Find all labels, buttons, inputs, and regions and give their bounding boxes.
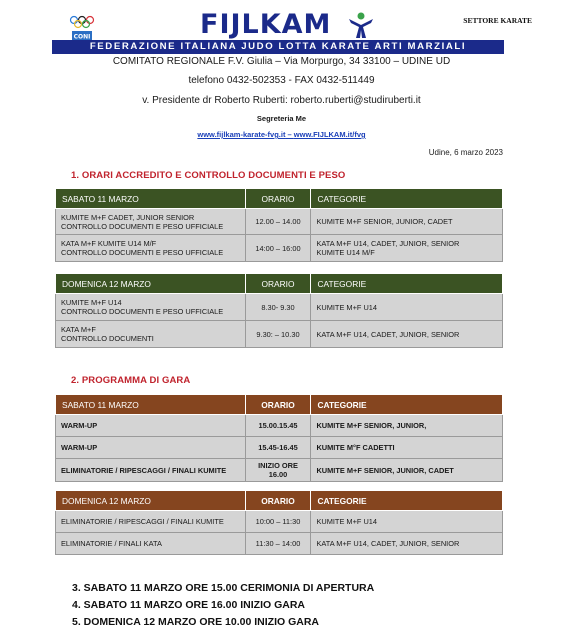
table-row xyxy=(56,209,503,235)
orario-header: ORARIO xyxy=(245,189,311,209)
row-description: ELIMINATORIE / RIPESCAGGI / FINALI KUMITE xyxy=(56,511,246,533)
table-row xyxy=(56,533,503,555)
row-category: KUMITE M+F U14 xyxy=(311,511,503,533)
svg-text:CONI: CONI xyxy=(73,33,91,41)
table-header-row xyxy=(56,189,503,209)
row-category: KUMITE M+F SENIOR, JUNIOR, CADET xyxy=(311,459,503,482)
table-row xyxy=(56,437,503,459)
programma-table-sabato xyxy=(55,394,503,482)
row-description: ELIMINATORIE / FINALI KATA xyxy=(56,533,246,555)
row-time: 11:30 – 14:00 xyxy=(245,533,311,555)
table-row xyxy=(56,321,503,348)
website-links xyxy=(0,130,563,139)
link-separator: – xyxy=(285,130,294,139)
day-header: DOMENICA 12 MARZO xyxy=(56,274,246,294)
row-time: 15.45-16.45 xyxy=(245,437,311,459)
fijlkam-logo-text: FIJLKAM xyxy=(200,9,332,40)
day-header: SABATO 11 MARZO xyxy=(56,395,246,415)
table-row xyxy=(56,511,503,533)
row-description: ELIMINATORIE / RIPESCAGGI / FINALI KUMITE xyxy=(56,459,246,482)
categorie-header: CATEGORIE xyxy=(311,395,503,415)
section-title-accredito: 1. ORARI ACCREDITO E CONTROLLO DOCUMENTI E PESO xyxy=(71,170,346,181)
row-category: KUMITE M+F SENIOR, JUNIOR, CADET xyxy=(311,209,503,235)
vice-president: v. Presidente dr Roberto Ruberti: roberto.ruberti@studiruberti.it xyxy=(142,95,421,106)
day-header: SABATO 11 MARZO xyxy=(56,189,246,209)
table-row xyxy=(56,294,503,321)
final-item-cerimonia: 3. SABATO 11 MARZO ORE 15.00 CERIMONIA DI APERTURA xyxy=(72,582,375,594)
row-description: KATA M+F CONTROLLO DOCUMENTI xyxy=(56,321,246,348)
table-row xyxy=(56,415,503,437)
accredito-table-sabato xyxy=(55,188,503,262)
row-category: KATA M+F U14, CADET, JUNIOR, SENIOR xyxy=(311,321,503,348)
settore-label: SETTORE KARATE xyxy=(463,16,532,25)
orario-header: ORARIO xyxy=(245,491,311,511)
table-row xyxy=(56,459,503,482)
orario-header: ORARIO xyxy=(245,274,311,294)
final-item-inizio-domenica: 5. DOMENICA 12 MARZO ORE 10.00 INIZIO GARA xyxy=(72,616,319,628)
comitato-address: COMITATO REGIONALE F.V. Giulia – Via Morpurgo, 34 33100 – UDINE UD xyxy=(112,56,451,67)
row-description: WARM-UP xyxy=(56,437,246,459)
row-time: 15.00.15.45 xyxy=(245,415,311,437)
row-time: 12.00 – 14.00 xyxy=(245,209,311,235)
row-category: KUMITE M°F CADETTI xyxy=(311,437,503,459)
row-time: 14:00 – 16:00 xyxy=(245,235,311,262)
website-link-fvg[interactable]: www.fijlkam-karate-fvg.it xyxy=(197,130,286,139)
row-category: KATA M+F U14, CADET, JUNIOR, SENIOR KUMITE U14 M/F xyxy=(311,235,503,262)
categorie-header: CATEGORIE xyxy=(311,491,503,511)
row-description: WARM-UP xyxy=(56,415,246,437)
final-item-inizio-sabato: 4. SABATO 11 MARZO ORE 16.00 INIZIO GARA xyxy=(72,599,305,611)
olympic-rings-icon xyxy=(68,14,96,42)
row-category: KATA M+F U14, CADET, JUNIOR, SENIOR xyxy=(311,533,503,555)
section-title-programma: 2. PROGRAMMA DI GARA xyxy=(71,375,191,386)
document-date: Udine, 6 marzo 2023 xyxy=(428,148,503,157)
table-header-row xyxy=(56,395,503,415)
row-category: KUMITE M+F U14 xyxy=(311,294,503,321)
row-time: INIZIO ORE 16.00 xyxy=(245,459,311,482)
segreteria: Segreteria Me xyxy=(256,114,307,123)
row-description: KUMITE M+F U14 CONTROLLO DOCUMENTI E PESO UFFICIALE xyxy=(56,294,246,321)
categorie-header: CATEGORIE xyxy=(311,189,503,209)
row-category: KUMITE M+F SENIOR, JUNIOR, xyxy=(311,415,503,437)
accredito-table-domenica xyxy=(55,273,503,348)
phone-fax: telefono 0432-502353 - FAX 0432-511449 xyxy=(188,75,375,86)
row-description: KATA M+F KUMITE U14 M/F CONTROLLO DOCUMENTI E PESO UFFICIALE xyxy=(56,235,246,262)
day-header: DOMENICA 12 MARZO xyxy=(56,491,246,511)
programma-table-domenica xyxy=(55,490,503,555)
categorie-header: CATEGORIE xyxy=(311,274,503,294)
row-time: 10:00 – 11:30 xyxy=(245,511,311,533)
table-header-row xyxy=(56,274,503,294)
row-time: 8.30- 9.30 xyxy=(245,294,311,321)
federation-banner: FEDERAZIONE ITALIANA JUDO LOTTA KARATE ARTI MARZIALI xyxy=(52,40,504,54)
letterhead xyxy=(0,0,563,165)
table-header-row xyxy=(56,491,503,511)
website-link-fijlkam[interactable]: www.FIJLKAM.it/fvg xyxy=(293,130,366,139)
row-time: 9.30: – 10.30 xyxy=(245,321,311,348)
row-description: KUMITE M+F CADET, JUNIOR SENIOR CONTROLLO DOCUMENTI E PESO UFFICIALE xyxy=(56,209,246,235)
table-row xyxy=(56,235,503,262)
karate-figure-icon xyxy=(346,10,376,40)
orario-header: ORARIO xyxy=(245,395,311,415)
